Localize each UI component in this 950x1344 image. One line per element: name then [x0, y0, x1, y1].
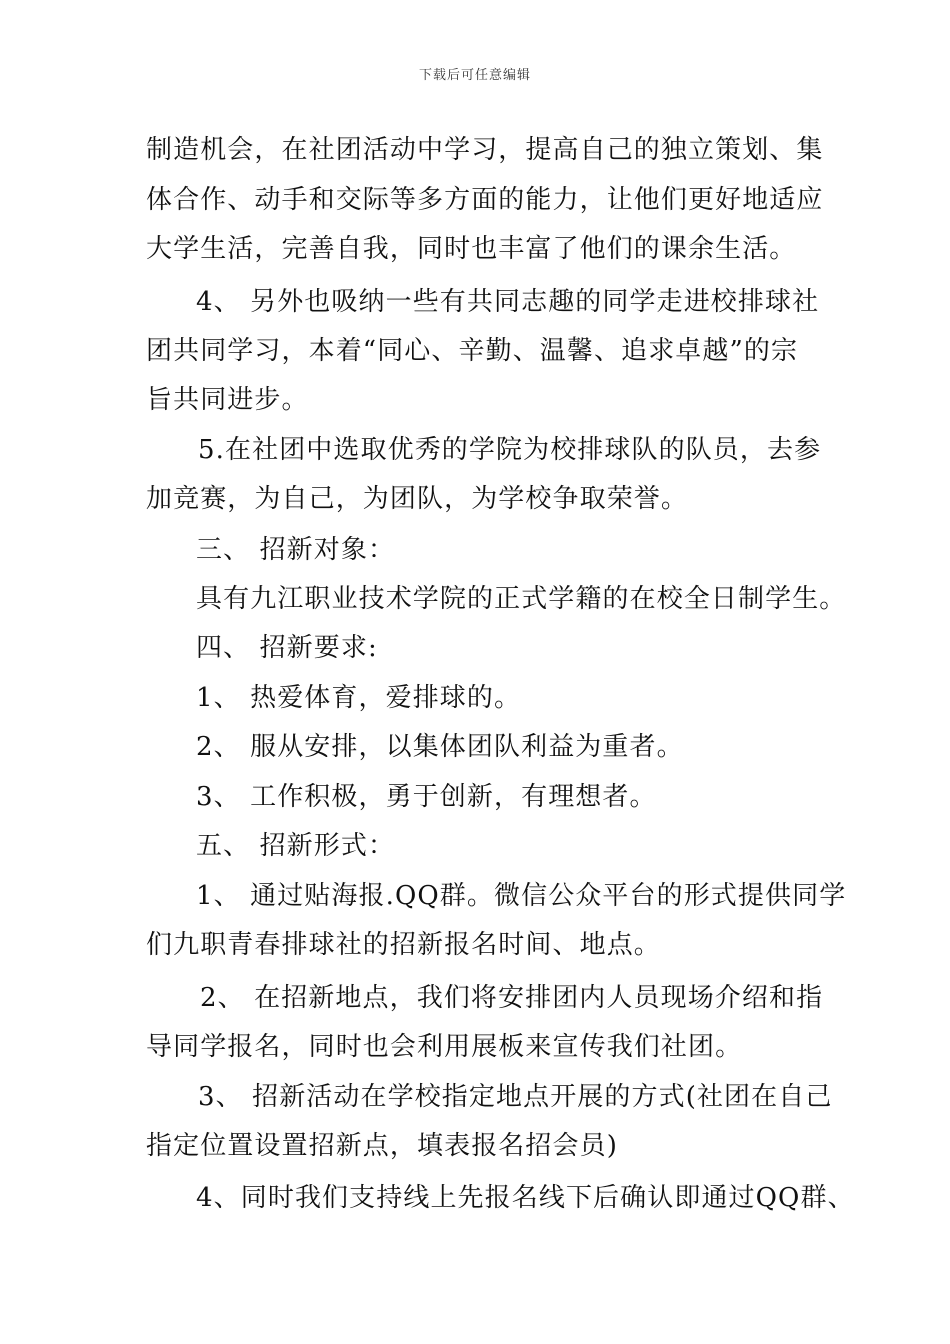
- paragraph-line: 们九职青春排球社的招新报名时间、地点。: [146, 930, 661, 960]
- list-item: 1、 通过贴海报.QQ群。微信公众平台的形式提供同学: [196, 881, 847, 911]
- paragraph-line: 团共同学习，本着“同心、辛勤、温馨、追求卓越”的宗: [146, 336, 799, 366]
- paragraph-line: 制造机会，在社团活动中学习，提高自己的独立策划、集: [146, 135, 824, 165]
- list-item: 3、 招新活动在学校指定地点开展的方式(社团在自己: [198, 1082, 833, 1112]
- list-item: 3、 工作积极，勇于创新，有理想者。: [196, 782, 657, 812]
- paragraph-line: 大学生活，完善自我，同时也丰富了他们的课余生活。: [146, 234, 797, 264]
- page-header: 下载后可任意编辑: [418, 68, 531, 83]
- list-item: 2、 服从安排，以集体团队利益为重者。: [196, 732, 684, 762]
- section-heading: 三、 招新对象：: [196, 535, 396, 565]
- paragraph-line: 导同学报名，同时也会利用展板来宣传我们社团。: [146, 1032, 743, 1062]
- paragraph-line: 体合作、动手和交际等多方面的能力，让他们更好地适应: [146, 185, 824, 215]
- paragraph-line: 5.在社团中选取优秀的学院为校排球队的队员，去参: [198, 435, 822, 465]
- paragraph-line: 旨共同进步。: [146, 385, 309, 415]
- paragraph-line: 指定位置设置招新点，填表报名招会员): [146, 1131, 618, 1161]
- list-item: 4、同时我们支持线上先报名线下后确认即通过QQ群、: [196, 1183, 855, 1213]
- paragraph-line: 4、 另外也吸纳一些有共同志趣的同学走进校排球社: [196, 287, 820, 317]
- list-item: 1、 热爱体育，爱排球的。: [196, 683, 522, 713]
- paragraph-line: 具有九江职业技术学院的正式学籍的在校全日制学生。: [196, 584, 847, 614]
- list-item: 2、 在招新地点，我们将安排团内人员现场介绍和指: [200, 983, 824, 1013]
- section-heading: 五、 招新形式：: [196, 831, 396, 861]
- section-heading: 四、 招新要求:: [196, 633, 378, 663]
- paragraph-line: 加竞赛，为自己，为团队，为学校争取荣誉。: [146, 484, 689, 514]
